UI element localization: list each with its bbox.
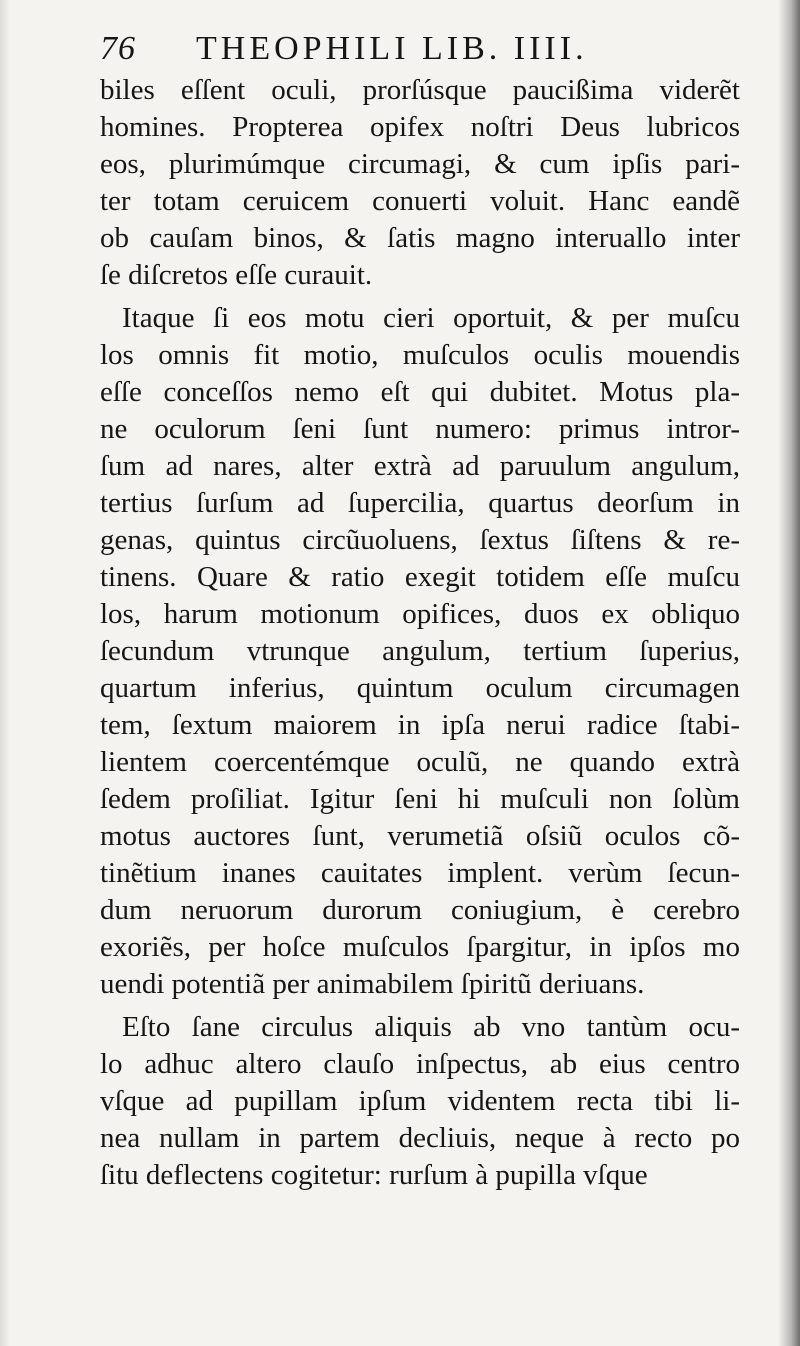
text-line: los, harum motionum opifices, duos ex obliquo [100,598,740,630]
text-line: ſe diſcretos eſſe curauit. [100,259,373,291]
text-line: homines. Propterea opifex noſtri Deus lubricos [100,111,740,143]
text-line: Itaque ſi eos motu cieri oportuit, & per muſcu [122,302,740,334]
text-line: eos, plurimúmque circumagi, & cum ipſis pari- [100,148,740,180]
text-line: tem, ſextum maiorem in ipſa nerui radice ſtabi- [100,709,740,741]
text-line: tinens. Quare & ratio exegit totidem eſſe muſcu [100,561,740,593]
text-line: eſſe conceſſos nemo eſt qui dubitet. Motus pla- [100,376,740,408]
text-line: Eſto ſane circulus aliquis ab vno tantùm ocu- [122,1011,740,1043]
text-line: tinẽtium inanes cauitates implent. verùm ſecun- [100,857,740,889]
text-line: dum neruorum durorum coniugium, è cerebro [100,894,740,926]
text-line: los omnis fit motio, muſculos oculis mouendis [100,339,740,371]
text-line: exoriẽs, per hoſce muſculos ſpargitur, in ipſos mo [100,931,740,963]
text-line: ſum ad nares, alter extrà ad paruulum angulum, [100,450,740,482]
paragraph [100,300,740,1003]
page-edge-shadow [0,0,10,1346]
text-line: motus auctores ſunt, verumetiã oſsiũ oculos cõ- [100,820,740,852]
text-line: ſedem proſiliat. Igitur ſeni hi muſculi non ſolùm [100,783,740,815]
text-line: ter totam ceruicem conuerti voluit. Hanc eandẽ [100,185,740,217]
text-line: quartum inferius, quintum oculum circumagen [100,672,740,704]
text-line: tertius ſurſum ad ſupercilia, quartus deorſum in [100,487,740,519]
binding-gutter-shadow [778,0,800,1346]
text-line: uendi potentiã per animabilem ſpiritũ deriuans. [100,968,645,1000]
page-number: 76 [100,30,136,67]
text-line: lo adhuc altero clauſo inſpectus, ab eius centro [100,1048,740,1080]
text-line: ſecundum vtrunque angulum, tertium ſuperius, [100,635,740,667]
paragraph [100,1009,740,1194]
text-line: ob cauſam binos, & ſatis magno interuallo inter [100,222,740,254]
text-line: lientem coercentémque oculũ, ne quando extrà [100,746,740,778]
running-head: THEOPHILI LIB. IIII. [196,30,588,67]
text-line: nea nullam in partem decliuis, neque à recto po [100,1122,740,1154]
text-line: vſque ad pupillam ipſum videntem recta tibi li- [100,1085,740,1117]
body-text [100,72,740,1194]
text-line: ne oculorum ſeni ſunt numero: primus intror- [100,413,740,445]
text-line: ſitu deflectens cogitetur: rurſum à pupilla vſque [100,1159,648,1191]
paragraph [100,72,740,294]
text-line: genas, quintus circũuoluens, ſextus ſiſtens & re- [100,524,740,556]
page-header [100,24,740,72]
text-line: biles eſſent oculi, prorſúsque paucißima viderẽt [100,74,740,106]
